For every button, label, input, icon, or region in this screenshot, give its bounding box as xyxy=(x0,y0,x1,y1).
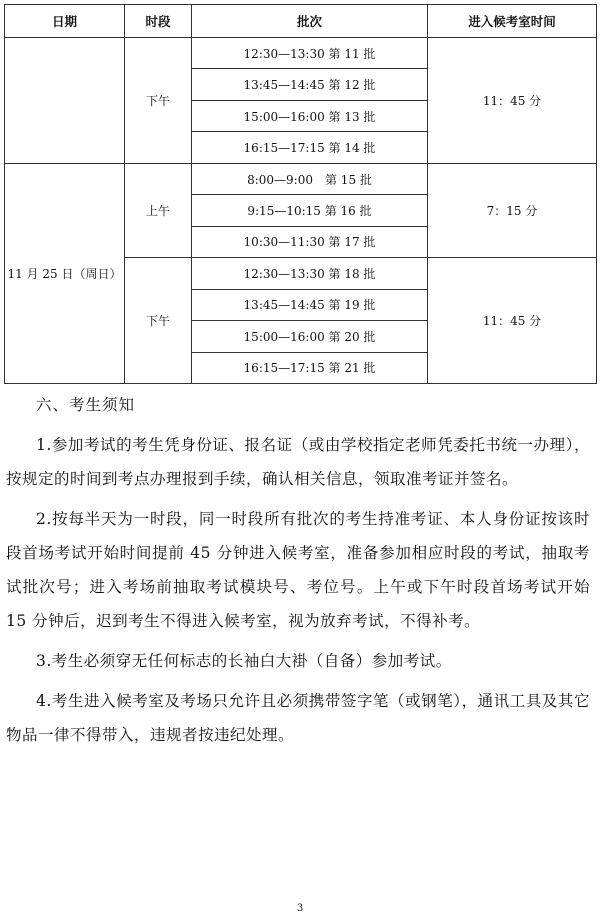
exam-schedule-table xyxy=(4,4,597,384)
notice-item: 1.参加考试的考生凭身份证、报名证（或由学校指定老师凭委托书统一办理），按规定的时间到考点办理报到手续，确认相关信息，领取准考证并签名。 xyxy=(6,436,590,488)
table-row xyxy=(5,163,597,194)
batch-cell: 13:45—14:45 第 12 批 xyxy=(192,69,428,100)
notice-item: 2.按每半天为一时段，同一时段所有批次的考生持准考证、本人身份证按该时段首场考试开始时间提前 45 分钟进入候考室，准备参加相应时段的考试，抽取考试批次号；进入考场前抽取考试模块号、考位号。上午或下午时段首场考试开始 15 分钟后，迟到考生不得进入候考室，视为放弃考试，不得补考。 xyxy=(6,510,590,630)
page-number: 3 xyxy=(296,903,304,914)
date-cell: 11 月 25 日（周日） xyxy=(5,163,125,383)
period-cell: 下午 xyxy=(125,38,192,164)
batch-cell: 10:30—11:30 第 17 批 xyxy=(192,226,428,257)
batch-cell: 12:30—13:30 第 11 批 xyxy=(192,38,428,69)
batch-cell: 12:30—13:30 第 18 批 xyxy=(192,258,428,289)
section-heading: 六、考生须知 xyxy=(36,396,136,414)
header-date: 日期 xyxy=(5,5,125,38)
entry-time-cell: 11：45 分 xyxy=(428,38,597,164)
batch-cell: 9:15—10:15 第 16 批 xyxy=(192,195,428,226)
entry-time-cell: 11：45 分 xyxy=(428,258,597,384)
batch-cell: 15:00—16:00 第 13 批 xyxy=(192,100,428,131)
period-cell: 下午 xyxy=(125,258,192,384)
header-period: 时段 xyxy=(125,5,192,38)
batch-cell: 16:15—17:15 第 21 批 xyxy=(192,352,428,383)
header-batch: 批次 xyxy=(192,5,428,38)
table-row xyxy=(5,38,597,69)
header-entry-time: 进入候考室时间 xyxy=(428,5,597,38)
batch-cell: 16:15—17:15 第 14 批 xyxy=(192,132,428,163)
entry-time-cell: 7：15 分 xyxy=(428,163,597,257)
batch-cell: 8:00—9:00 第 15 批 xyxy=(192,163,428,194)
exam-notice-section xyxy=(6,388,590,752)
table-header-row xyxy=(5,5,597,38)
notice-item: 4.考生进入候考室及考场只允许且必须携带签字笔（或钢笔），通讯工具及其它物品一律不得带入，违规者按违纪处理。 xyxy=(6,692,590,744)
batch-cell: 13:45—14:45 第 19 批 xyxy=(192,289,428,320)
batch-cell: 15:00—16:00 第 20 批 xyxy=(192,321,428,352)
date-cell xyxy=(5,38,125,164)
notice-item: 3.考生必须穿无任何标志的长袖白大褂（自备）参加考试。 xyxy=(36,652,452,670)
period-cell: 上午 xyxy=(125,163,192,257)
